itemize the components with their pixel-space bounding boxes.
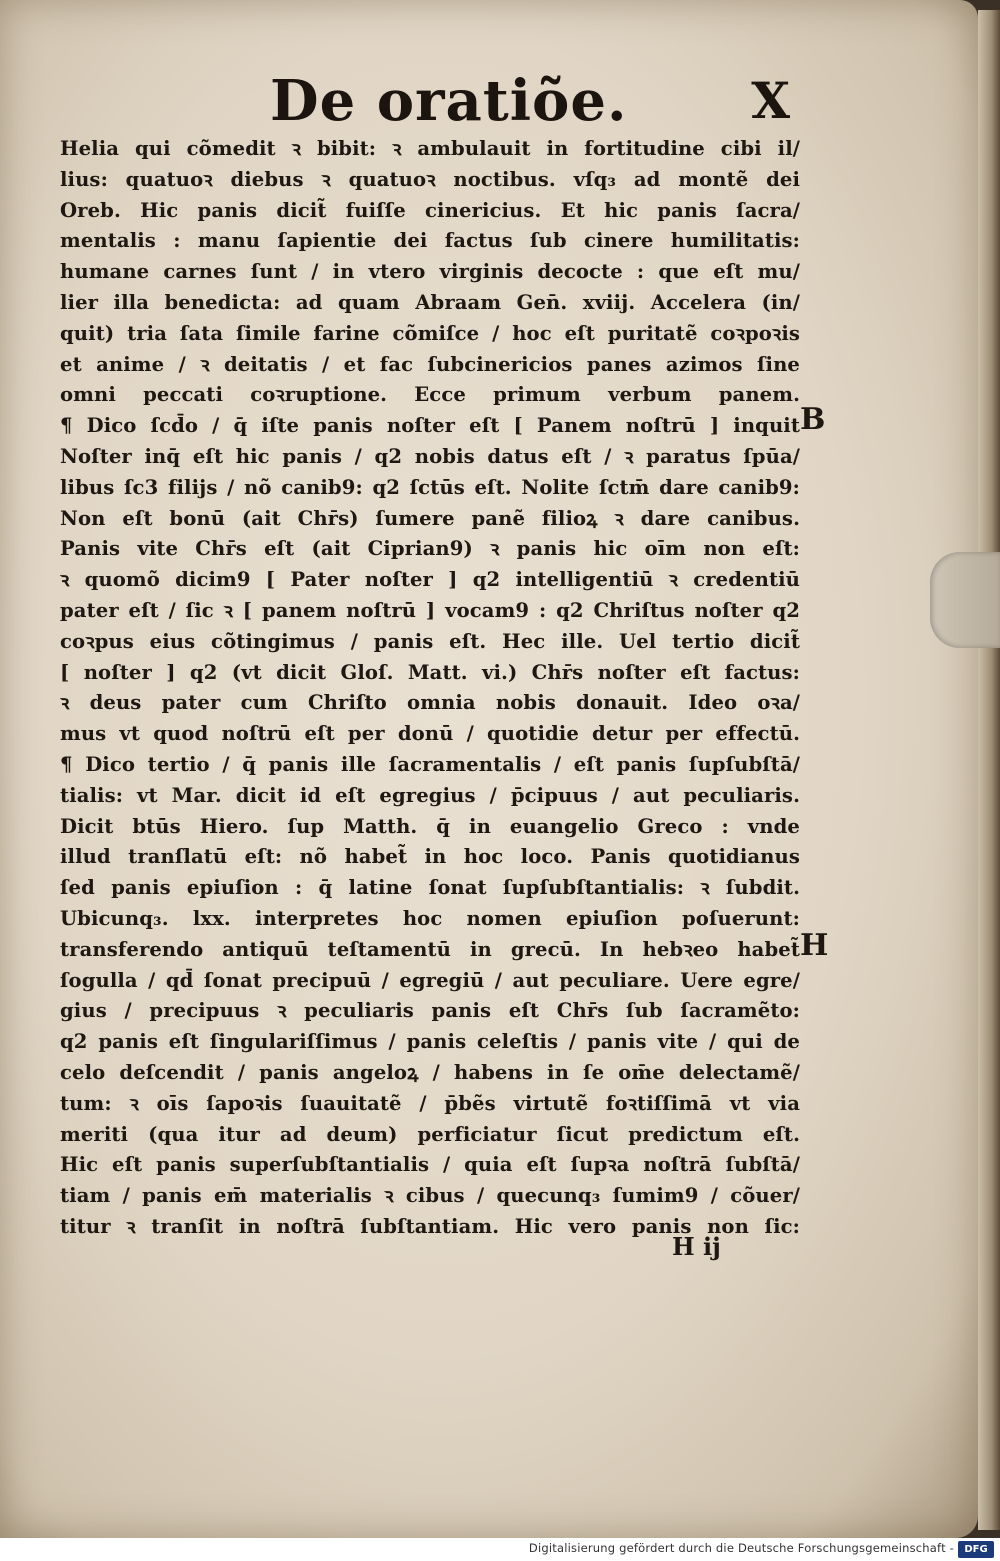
text-block [60, 134, 800, 1243]
text-line: Panis vite Chr̄s eſt (ait Ciprian9) ꝛ panis hic oīm non eſt: [60, 537, 800, 561]
bookmark-tab [930, 552, 1000, 648]
text-line: titur ꝛ tranſit in noſtrā ſubſtantiam. Hic vero panis non ſic: [60, 1214, 800, 1238]
page-header [270, 66, 790, 136]
text-line: Ubicunq₃. lxx. interpretes hoc nomen epiuſion poſuerunt: [60, 906, 800, 930]
text-line: libus ſc3 filijs / nõ canib9: q2 ſctūs eſt. Nolite ſctm̄ dare canib9: [60, 475, 800, 499]
text-line: illud tranſlatū eſt: nõ habet̃ in hoc loco. Panis quotidianus [60, 845, 800, 869]
text-line: ¶ Dico tertio / q̄ panis ille ſacramentalis / eſt panis ſupſubſtā/ [60, 752, 800, 776]
text-line: ſogulla / qd̄ ſonat precipuū / egregiū / aut peculiare. Uere egre/ [60, 968, 800, 992]
footer-bar [0, 1538, 1000, 1561]
marginal-letter-h: H [800, 928, 829, 963]
text-line: quit) tria ſata ſimile farine cõmiſce / hoc eſt puritatẽ coꝛpoꝛis [60, 321, 800, 345]
text-line: q2 panis eſt ſingulariſſimus / panis celeſtis / panis vite / qui de [60, 1030, 800, 1054]
text-line: transferendo antiquū teſtamentū in grecū. In hebꝛeo habet̃ [60, 937, 800, 961]
text-line: et anime / ꝛ deitatis / et fac ſubcinericios panes azimos ſine [60, 352, 800, 376]
text-line: Hic eſt panis superſubſtantialis / quia eſt ſupꝛa noſtrā ſubſtā/ [60, 1153, 800, 1177]
text-line: tiam / panis em̄ materialis ꝛ cibus / quecunq₃ ſumim9 / cõuer/ [60, 1184, 800, 1208]
text-line: pater eſt / ſic ꝛ [ panem noſtrū ] vocam9 : q2 Chriſtus noſter q2 [60, 598, 800, 622]
text-line: [ noſter ] q2 (vt dicit Gloſ. Matt. vi.) Chr̄s noſter eſt factus: [60, 660, 800, 684]
text-line: Helia qui cõmedit ꝛ bibit: ꝛ ambulauit in fortitudine cibi il/ [60, 137, 800, 160]
text-line: meriti (qua itur ad deum) perficiatur ſicut predictum eſt. [60, 1122, 800, 1146]
text-line: lier illa benedicta: ad quam Abraam Gen̄. xviij. Accelera (in/ [60, 290, 800, 314]
text-line: Dicit btūs Hiero. ſup Matth. q̄ in euangelio Greco : vnde [60, 814, 800, 838]
dfg-logo: DFG [958, 1541, 994, 1558]
text-line: tialis: vt Mar. dicit id eſt egregius / p̄cipuus / aut peculiaris. [60, 783, 800, 807]
text-line: Noſter inq̄ eſt hic panis / q2 nobis datus eſt / ꝛ paratus ſpūa/ [60, 444, 800, 468]
text-line: coꝛpus eius cõtingimus / panis eſt. Hec ille. Uel tertio dicit̃ [60, 629, 800, 653]
folio-number: X [751, 71, 790, 130]
text-line: ¶ Dico ſcd̄o / q̄ iſte panis noſter eſt [ Panem noſtrū ] inquit [60, 414, 800, 438]
running-title: De oratiõe. [270, 68, 628, 134]
text-line: Oreb. Hic panis dicit̃ fuiſſe cinericius. Et hic panis ſacra/ [60, 198, 800, 222]
text-line: gius / precipuus ꝛ peculiaris panis eſt Chr̄s ſub ſacramẽto: [60, 999, 800, 1023]
signature-mark: H ij [672, 1232, 721, 1261]
text-line: lius: quatuoꝛ diebus ꝛ quatuoꝛ noctibus. vſq₃ ad montẽ dei [60, 167, 800, 191]
text-line: Non eſt bonū (ait Chr̄s) ſumere panẽ filioꝝ ꝛ dare canibus. [60, 506, 800, 530]
text-line: ſed panis epiuſion : q̄ latine ſonat ſupſubſtantialis: ꝛ ſubdit. [60, 876, 800, 900]
text-line: tum: ꝛ oīs ſapoꝛis ſuauitatẽ / p̄bẽs virtutẽ foꝛtiſſimā vt via [60, 1091, 800, 1115]
text-line: ꝛ deus pater cum Chriſto omnia nobis donauit. Ideo oꝛa/ [60, 691, 800, 715]
text-line: mentalis : manu ſapientie dei factus ſub cinere humilitatis: [60, 229, 800, 253]
digitization-credit: Digitalisierung gefördert durch die Deutsche Forschungsgemeinschaft - [528, 1541, 954, 1555]
text-line: celo deſcendit / panis angeloꝝ / habens in ſe om̄e delectamẽ/ [60, 1060, 800, 1084]
page-edge [978, 10, 1000, 1530]
text-line: mus vt quod noſtrū eſt per donū / quotidie detur per effectū. [60, 722, 800, 746]
marginal-letter-b: B [800, 402, 826, 437]
text-line: humane carnes ſunt / in vtero virginis decocte : que eſt mu/ [60, 260, 800, 284]
text-line: ꝛ quomõ dicim9 [ Pater noſter ] q2 intelligentiū ꝛ credentiū [60, 568, 800, 592]
text-line: omni peccati coꝛruptione. Ecce primum verbum panem. [60, 383, 800, 407]
